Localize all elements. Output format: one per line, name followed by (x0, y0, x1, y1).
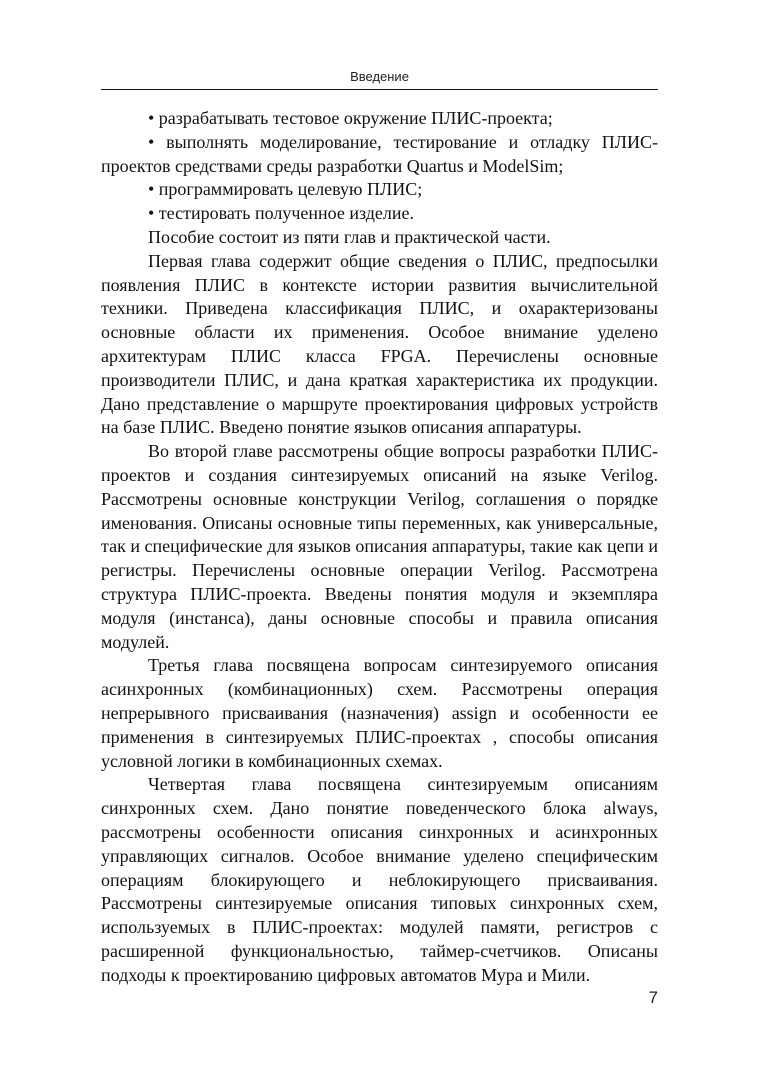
bullet-item: • программировать целевую ПЛИС; (148, 179, 423, 200)
paragraph: Во второй главе рассмотрены общие вопросы разработки ПЛИС-проектов и создания синтезируемых описаний на языке Verilog. Рассмотрены основные конструкции Verilog, соглашения о порядке именования. Описаны основные типы переменных, как универсальные, так и специфические для языков описания аппаратуры, такие как цепи и регистры. Перечислены основные операции Verilog. Рассмотрена структура ПЛИС-проекта. Введены понятия модуля и экземпляра модуля (инстанса), даны основные способы и правила описания модулей. (101, 441, 658, 652)
bullet-item: • разрабатывать тестовое окружение ПЛИС-проекта; (148, 108, 553, 128)
page-number: 7 (648, 988, 658, 1007)
paragraph: Третья глава посвящена вопросам синтезируемого описания асинхронных (комбинационных) схем. Рассмотрены операция непрерывного присваивания (назначения) assign и особенности ее применения в синтезируемых ПЛИС-проектах , способы описания условной логики в комбинационных схемах. (101, 655, 658, 771)
bullet-item: • тестировать полученное изделие. (148, 203, 415, 224)
paragraph: Первая глава содержит общие сведения о ПЛИС, предпосылки появления ПЛИС в контексте истории развития вычислительной техники. Приведена классификация ПЛИС, и охарактеризованы основные области их применения. Особое внимание уделено архитектурам ПЛИС класса FPGA. Перечислены основные производители ПЛИС, и дана краткая характеристика их продукции. Дано представление о маршруте проектирования цифровых устройств на базе ПЛИС. Введено понятие языков описания аппаратуры. (101, 250, 658, 438)
page-body (101, 107, 658, 987)
paragraph: Пособие состоит из пяти глав и практической части. (148, 226, 551, 247)
bullet-item: • выполнять моделирование, тестирование и отладку ПЛИС-проектов средствами среды разработки Quartus и ModelSim; (101, 131, 658, 176)
header-rule (101, 89, 658, 90)
running-header: Введение (350, 69, 409, 84)
paragraph: Четвертая глава посвящена синтезируемым описаниям синхронных схем. Дано понятие поведенческого блока always, рассмотрены особенности описания синхронных и асинхронных управляющих сигналов. Особое внимание уделено специфическим операциям блокирующего и неблокирующего присваивания. Рассмотрены синтезируемые описания типовых синхронных схем, используемых в ПЛИС-проектах: модулей памяти, регистров с расширенной функциональностью, таймер-счетчиков. Описаны подходы к проектированию цифровых автоматов Мура и Мили. (101, 774, 658, 985)
